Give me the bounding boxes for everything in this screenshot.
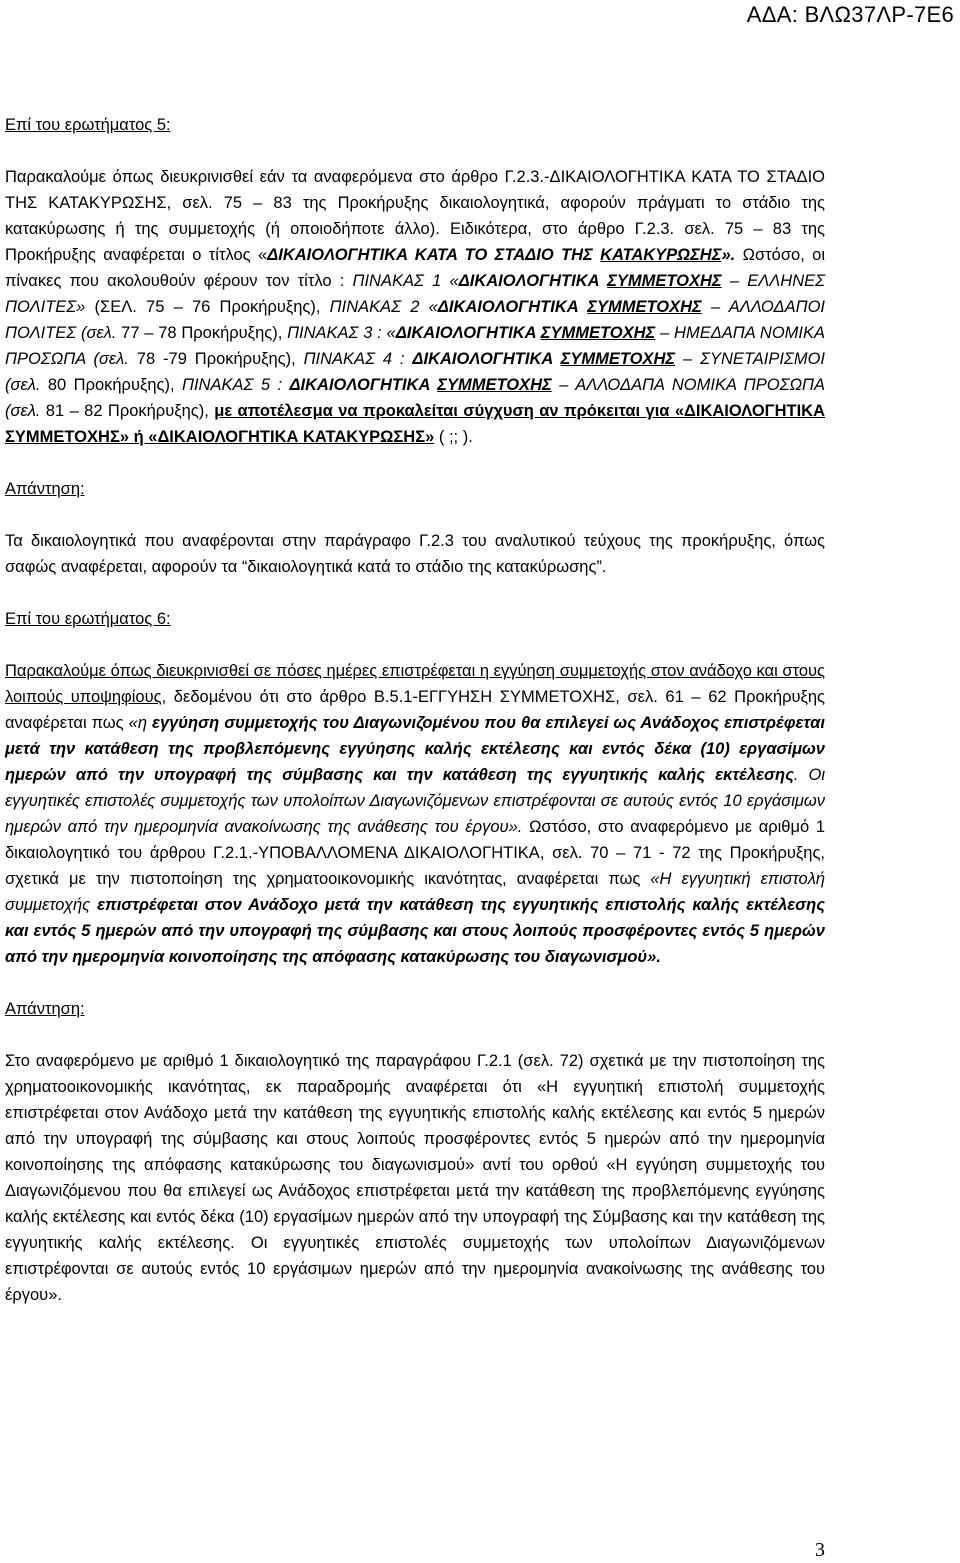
document-body: [5, 112, 825, 1308]
question-6-answer-label: Απάντηση:: [5, 1000, 85, 1018]
question-5-answer: Τα δικαιολογητικά που αναφέρονται στην παράγραφο Γ.2.3 του αναλυτικού τεύχους της προκήρυξης, όπως σαφώς αναφέρεται, αφορούν τα “δικαιολογητικά κατά το στάδιο της κατακύρωσης”.: [5, 532, 825, 576]
question-6-answer: Στο αναφερόμενο με αριθμό 1 δικαιολογητικό της παραγράφου Γ.2.1 (σελ. 72) σχετικά με την πιστοποίηση της χρηματοοικονομικής ικανότητας, εκ παραδρομής αναφέρεται ότι «Η εγγυητική επιστολή συμμετοχής επιστρέφεται στον Ανάδοχο μετά την κατάθεση της εγγυητικής επιστολής καλής εκτέλεσης και εντός 5 ημερών από την υπογραφή της σύμβασης και στους λοιπούς προσφέροντες εντός 5 ημερών από την ημερομηνία κοινοποίησης της απόφασης κατακύρωσης του διαγωνισμού» αντί του ορθού «Η εγγύηση συμμετοχής του Διαγωνιζόμενου που θα επιλεγεί ως Ανάδοχος επιστρέφεται μετά την κατάθεση της προβλεπόμενης εγγύησης καλής εκτέλεσης και εντός δέκα (10) εργασίμων ημερών από την υπογραφή της Σύμβασης και την κατάθεση της εγγυητικής καλής εκτέλεσης. Οι εγγυητικές επιστολές συμμετοχής των υπολοίπων Διαγωνιζόμενων επιστρέφονται σε αυτούς εντός 10 εργάσιμων ημερών από την ημερομηνία ανακοίνωσης της ανάθεσης του έργου».: [5, 1052, 825, 1304]
page-number: 3: [815, 1539, 825, 1561]
question-5-text: Παρακαλούμε όπως διευκρινισθεί εάν τα αναφερόμενα στο άρθρο Γ.2.3.-ΔΙΚΑΙΟΛΟΓΗΤΙΚΑ ΚΑΤΑ ΤΟ ΣΤΑΔΙΟ ΤΗΣ ΚΑΤΑΚΥΡΩΣΗΣ, σελ. 75 – 83 της Προκήρυξης δικαιολογητικά, αφορούν πράγματι το στάδιο της κατακύρωσης ή της συμμετοχής (ή οποιοδήποτε άλλο). Ειδικότερα, στο άρθρο Γ.2.3. σελ. 75 – 83 της Προκήρυξης αναφέρεται ο τίτλος «ΔΙΚΑΙΟΛΟΓΗΤΙΚΑ ΚΑΤΑ ΤΟ ΣΤΑΔΙΟ ΤΗΣ ΚΑΤΑΚΥΡΩΣΗΣ». Ωστόσο, οι πίνακες που ακολουθούν φέρουν τον τίτλο : ΠΙΝΑΚΑΣ 1 «ΔΙΚΑΙΟΛΟΓΗΤΙΚΑ ΣΥΜΜΕΤΟΧΗΣ – ΕΛΛΗΝΕΣ ΠΟΛΙΤΕΣ» (ΣΕΛ. 75 – 76 Προκήρυξης), ΠΙΝΑΚΑΣ 2 «ΔΙΚΑΙΟΛΟΓΗΤΙΚΑ ΣΥΜΜΕΤΟΧΗΣ – ΑΛΛΟΔΑΠΟΙ ΠΟΛΙΤΕΣ (σελ. 77 – 78 Προκήρυξης), ΠΙΝΑΚΑΣ 3 : «ΔΙΚΑΙΟΛΟΓΗΤΙΚΑ ΣΥΜΜΕΤΟΧΗΣ – ΗΜΕΔΑΠΑ ΝΟΜΙΚΑ ΠΡΟΣΩΠΑ (σελ. 78 -79 Προκήρυξης), ΠΙΝΑΚΑΣ 4 : ΔΙΚΑΙΟΛΟΓΗΤΙΚΑ ΣΥΜΜΕΤΟΧΗΣ – ΣΥΝΕΤΑΙΡΙΣΜΟΙ (σελ. 80 Προκήρυξης), ΠΙΝΑΚΑΣ 5 : ΔΙΚΑΙΟΛΟΓΗΤΙΚΑ ΣΥΜΜΕΤΟΧΗΣ – ΑΛΛΟΔΑΠΑ ΝΟΜΙΚΑ ΠΡΟΣΩΠΑ (σελ. 81 – 82 Προκήρυξης), με αποτέλεσμα να προκαλείται σύγχυση αν πρόκειται για «ΔΙΚΑΙΟΛΟΓΗΤΙΚΑ ΣΥΜΜΕΤΟΧΗΣ» ή «ΔΙΚΑΙΟΛΟΓΗΤΙΚΑ ΚΑΤΑΚΥΡΩΣΗΣ» ( ;; ).: [5, 168, 826, 446]
question-5-answer-label: Απάντηση:: [5, 480, 85, 498]
question-5-heading: Επί του ερωτήματος 5:: [5, 116, 171, 134]
ada-identifier: ΑΔΑ: ΒΛΩ37ΛΡ-7Ε6: [746, 2, 954, 27]
question-6-text: Παρακαλούμε όπως διευκρινισθεί σε πόσες ημέρες επιστρέφεται η εγγύηση συμμετοχής στον ανάδοχο και στους λοιπούς υποψηφίους, δεδομένου ότι στο άρθρο Β.5.1-ΕΓΓΥΗΣΗ ΣΥΜΜΕΤΟΧΗΣ, σελ. 61 – 62 Προκήρυξης αναφέρεται πως «η εγγύηση συμμετοχής του Διαγωνιζομένου που θα επιλεγεί ως Ανάδοχος επιστρέφεται μετά την κατάθεση της προβλεπόμενης εγγύησης καλής εκτέλεσης και εντός δέκα (10) εργασίμων ημερών από την υπογραφή της σύμβασης και την κατάθεση της εγγυητικής καλής εκτέλεσης. Οι εγγυητικές επιστολές συμμετοχής των υπολοίπων Διαγωνιζόμενων επιστρέφονται σε αυτούς εντός 10 εργάσιμων ημερών από την ημερομηνία ανακοίνωσης της ανάθεσης του έργου». Ωστόσο, στο αναφερόμενο με αριθμό 1 δικαιολογητικό του άρθρου Γ.2.1.-ΥΠΟΒΑΛΛΟΜΕΝΑ ΔΙΚΑΙΟΛΟΓΗΤΙΚΑ, σελ. 70 – 71 - 72 της Προκήρυξης, σχετικά με την πιστοποίηση της χρηματοοικονομικής ικανότητας, αναφέρεται πως «Η εγγυητική επιστολή συμμετοχής επιστρέφεται στον Ανάδοχο μετά την κατάθεση της εγγυητικής επιστολής καλής εκτέλεσης και εντός 5 ημερών από την υπογραφή της σύμβασης και στους λοιπούς προσφέροντες εντός 5 ημερών από την ημερομηνία κοινοποίησης της απόφασης κατακύρωσης του διαγωνισμού».: [5, 662, 826, 966]
question-6-heading: Επί του ερωτήματος 6:: [5, 610, 171, 628]
